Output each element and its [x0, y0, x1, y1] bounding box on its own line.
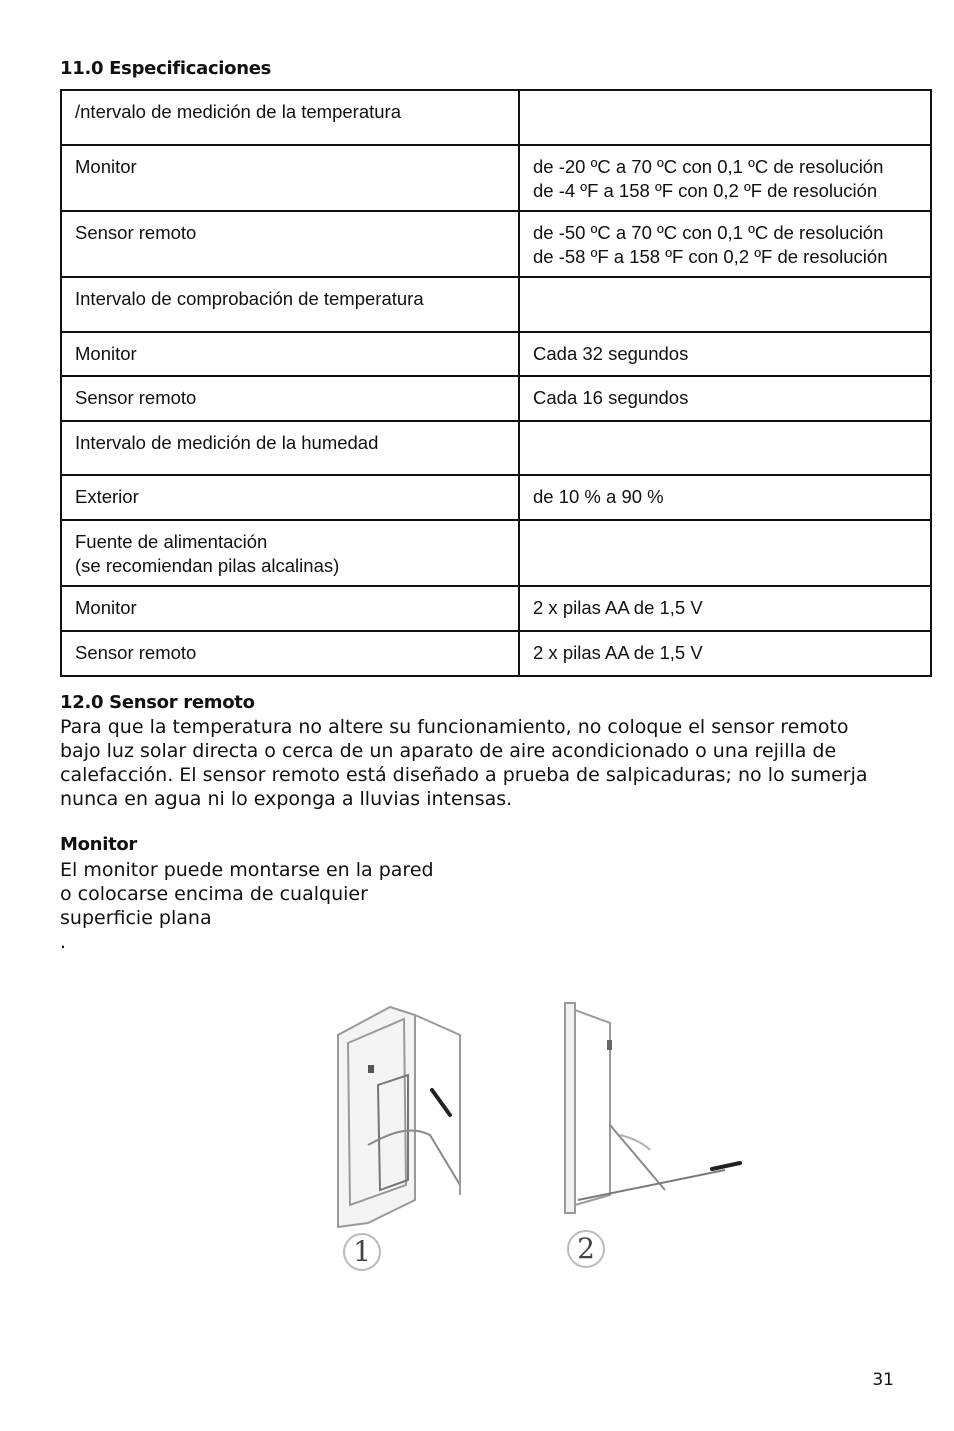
remote-sensor-heading: 12.0 Sensor remoto: [60, 692, 255, 713]
table-row: [61, 90, 931, 145]
stand-drawing: [565, 1003, 725, 1213]
spec-value: de -20 ºC a 70 ºC con 0,1 ºC de resolución de -4 ºF a 158 ºF con 0,2 ºF de resolución: [519, 145, 931, 211]
table-row: [61, 520, 931, 586]
table-row: [61, 631, 931, 676]
screw-hole-icon: [368, 1065, 374, 1073]
table-row: [61, 376, 931, 421]
spec-label: Exterior: [61, 475, 519, 520]
monitor-paragraph: El monitor puede montarse en la pared o colocarse encima de cualquier superficie plana .: [60, 859, 434, 953]
slot-icon: [607, 1040, 612, 1050]
mounting-illustration: [320, 995, 760, 1290]
specifications-table: [60, 89, 932, 677]
remote-sensor-paragraph: Para que la temperatura no altere su funcionamiento, no coloque el sensor remoto bajo luz solar directa o cerca de un aparato de aire acondicionado o una rejilla de calefacción. El sensor remoto está diseñado a prueba de salpicaduras; no lo sumerja nunca en agua ni lo exponga a lluvias intensas.: [60, 716, 868, 810]
mounting-diagram: [320, 995, 760, 1290]
step-1-label: 1: [353, 1235, 371, 1268]
table-row: [61, 586, 931, 631]
step-2-label: 2: [577, 1232, 595, 1265]
spec-value: Cada 32 segundos: [519, 332, 931, 376]
spec-label: Fuente de alimentación (se recomiendan pilas alcalinas): [61, 520, 519, 586]
table-row: [61, 421, 931, 475]
spec-label: Monitor: [61, 145, 519, 211]
spec-value: de 10 % a 90 %: [519, 475, 931, 520]
table-row: [61, 277, 931, 332]
table-row: [61, 145, 931, 211]
spec-label: Intervalo de comprobación de temperatura: [61, 277, 519, 332]
specifications-heading: 11.0 Especificaciones: [60, 58, 272, 79]
wall-mount-drawing: [338, 1007, 460, 1227]
spec-label: Monitor: [61, 332, 519, 376]
spec-value: [519, 421, 931, 475]
spec-label: Sensor remoto: [61, 631, 519, 676]
spec-value: [519, 90, 931, 145]
table-row: [61, 211, 931, 277]
table-row: [61, 332, 931, 376]
spec-label: Intervalo de medición de la humedad: [61, 421, 519, 475]
page-number: 31: [872, 1370, 894, 1390]
spec-value: 2 x pilas AA de 1,5 V: [519, 586, 931, 631]
spec-label: Monitor: [61, 586, 519, 631]
table-row: [61, 475, 931, 520]
screw-icon: [432, 1090, 450, 1115]
spec-label: Sensor remoto: [61, 376, 519, 421]
stand-leg-icon: [712, 1163, 740, 1169]
spec-value: 2 x pilas AA de 1,5 V: [519, 631, 931, 676]
spec-label: /ntervalo de medición de la temperatura: [61, 90, 519, 145]
spec-label: Sensor remoto: [61, 211, 519, 277]
spec-value: de -50 ºC a 70 ºC con 0,1 ºC de resolución de -58 ºF a 158 ºF con 0,2 ºF de resolución: [519, 211, 931, 277]
spec-value: Cada 16 segundos: [519, 376, 931, 421]
spec-value: [519, 277, 931, 332]
spec-value: [519, 520, 931, 586]
monitor-heading: Monitor: [60, 834, 138, 855]
